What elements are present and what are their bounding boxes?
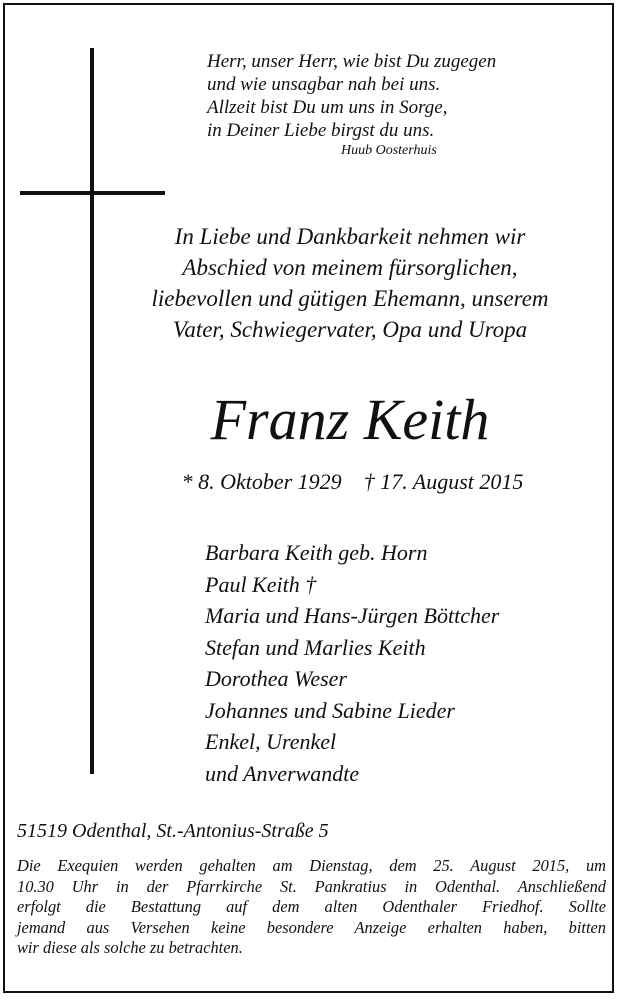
funeral-notice [17,856,606,959]
poem-author: Huub Oosterhuis [341,143,437,158]
intro-line: Abschied von meinem fürsorglichen, [182,255,518,280]
life-dates [100,468,605,496]
notice-line: wir diese als solche zu betrachten. [17,938,243,957]
intro-line: liebevollen und gütigen Ehemann, unserem [151,286,549,311]
mourners-list [205,537,605,789]
poem-line: Allzeit bist Du um uns in Sorge, [207,97,448,118]
intro-line: Vater, Schwiegervater, Opa und Uropa [172,317,528,342]
mourner-entry: Stefan und Marlies Keith [205,634,426,660]
poem-line: und wie unsagbar nah bei uns. [207,74,441,95]
mourner-entry: Maria und Hans-Jürgen Böttcher [205,603,500,628]
intro-text [100,221,600,345]
poem [207,50,587,160]
mourner-entry: Dorothea Weser [205,666,347,691]
mourner-entry: Johannes und Sabine Lieder [205,697,455,723]
mourner-entry: Paul Keith † [205,571,317,597]
mourner-entry: und Anverwandte [205,760,360,786]
death-date: † 17. August 2015 [363,469,524,494]
notice-line: Die Exequien werden gehalten am Dienstag, dem 25. August 2015, um [17,856,606,875]
deceased-name: Franz Keith [210,387,490,452]
family-address: 51519 Odenthal, St.-Antonius-Straße 5 [17,820,329,842]
notice-line: 10.30 Uhr in der Pfarrkirche St. Pankratius in Odenthal. Anschließend [17,876,606,896]
mourner-entry: Barbara Keith geb. Horn [205,540,428,565]
poem-line: in Deiner Liebe birgst du uns. [207,120,435,141]
notice-line: jemand aus Versehen keine besondere Anzeige erhalten haben, bitten [17,917,606,937]
poem-line: Herr, unser Herr, wie bist Du zugegen [207,51,497,72]
cross-vertical-bar [90,48,94,774]
notice-line: erfolgt die Bestattung auf dem alten Odenthaler Friedhof. Sollte [17,897,606,916]
birth-date: * 8. Oktober 1929 [181,469,342,494]
cross-horizontal-bar [20,191,165,195]
mourner-entry: Enkel, Urenkel [205,729,337,754]
intro-line: In Liebe und Dankbarkeit nehmen wir [174,224,526,249]
